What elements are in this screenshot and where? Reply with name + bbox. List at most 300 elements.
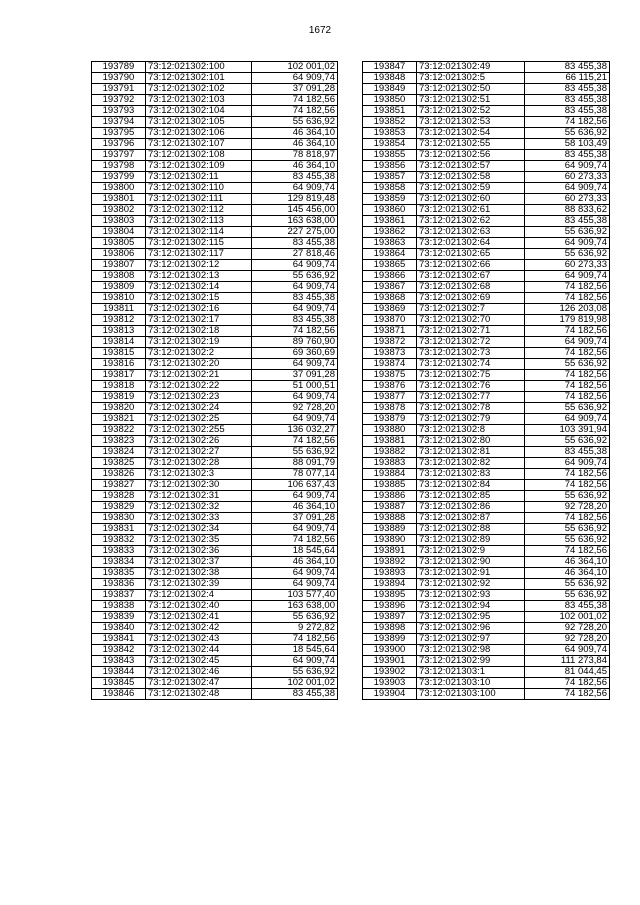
table-row <box>92 326 338 337</box>
row-number-cell: 193811 <box>92 304 146 315</box>
table-row <box>92 414 338 425</box>
table-right <box>362 61 610 700</box>
value-cell: 64 909,74 <box>525 238 610 249</box>
row-number-cell: 193817 <box>92 370 146 381</box>
cadastral-number-cell: 73:12:021302:73 <box>417 348 525 359</box>
table-row <box>92 436 338 447</box>
cadastral-number-cell: 73:12:021302:26 <box>146 436 252 447</box>
value-cell: 46 364,10 <box>252 502 338 513</box>
value-cell: 74 182,56 <box>252 106 338 117</box>
table-row <box>363 260 610 271</box>
table-row <box>92 458 338 469</box>
value-cell: 37 091,28 <box>252 84 338 95</box>
value-cell: 74 182,56 <box>525 381 610 392</box>
table-row <box>363 414 610 425</box>
value-cell: 18 545,64 <box>252 546 338 557</box>
cadastral-number-cell: 73:12:021302:62 <box>417 216 525 227</box>
table-row <box>92 172 338 183</box>
table-row <box>92 612 338 623</box>
cadastral-number-cell: 73:12:021302:46 <box>146 667 252 678</box>
row-number-cell: 193827 <box>92 480 146 491</box>
value-cell: 64 909,74 <box>525 645 610 656</box>
cadastral-number-cell: 73:12:021302:76 <box>417 381 525 392</box>
value-cell: 88 833,62 <box>525 205 610 216</box>
table-row <box>92 634 338 645</box>
row-number-cell: 193802 <box>92 205 146 216</box>
row-number-cell: 193849 <box>363 84 417 95</box>
cadastral-number-cell: 73:12:021302:42 <box>146 623 252 634</box>
row-number-cell: 193893 <box>363 568 417 579</box>
value-cell: 92 728,20 <box>252 403 338 414</box>
table-row <box>92 447 338 458</box>
cadastral-number-cell: 73:12:021302:87 <box>417 513 525 524</box>
cadastral-number-cell: 73:12:021302:36 <box>146 546 252 557</box>
value-cell: 74 182,56 <box>252 535 338 546</box>
value-cell: 60 273,33 <box>525 194 610 205</box>
cadastral-number-cell: 73:12:021302:114 <box>146 227 252 238</box>
value-cell: 60 273,33 <box>525 260 610 271</box>
cadastral-number-cell: 73:12:021302:57 <box>417 161 525 172</box>
value-cell: 55 636,92 <box>252 667 338 678</box>
cadastral-number-cell: 73:12:021302:32 <box>146 502 252 513</box>
table-row <box>92 139 338 150</box>
row-number-cell: 193791 <box>92 84 146 95</box>
table-row <box>92 249 338 260</box>
cadastral-number-cell: 73:12:021302:105 <box>146 117 252 128</box>
value-cell: 55 636,92 <box>252 447 338 458</box>
row-number-cell: 193895 <box>363 590 417 601</box>
row-number-cell: 193831 <box>92 524 146 535</box>
table-row <box>363 73 610 84</box>
row-number-cell: 193835 <box>92 568 146 579</box>
table-row <box>363 117 610 128</box>
value-cell: 83 455,38 <box>252 315 338 326</box>
row-number-cell: 193838 <box>92 601 146 612</box>
table-left <box>91 61 338 700</box>
row-number-cell: 193879 <box>363 414 417 425</box>
cadastral-number-cell: 73:12:021302:94 <box>417 601 525 612</box>
value-cell: 83 455,38 <box>252 172 338 183</box>
cadastral-number-cell: 73:12:021302:47 <box>146 678 252 689</box>
cadastral-number-cell: 73:12:021302:102 <box>146 84 252 95</box>
row-number-cell: 193816 <box>92 359 146 370</box>
table-row <box>363 381 610 392</box>
table-row <box>363 557 610 568</box>
row-number-cell: 193891 <box>363 546 417 557</box>
cadastral-number-cell: 73:12:021302:92 <box>417 579 525 590</box>
cadastral-number-cell: 73:12:021302:11 <box>146 172 252 183</box>
value-cell: 74 182,56 <box>525 678 610 689</box>
cadastral-number-cell: 73:12:021302:81 <box>417 447 525 458</box>
table-row <box>92 271 338 282</box>
table-row <box>92 205 338 216</box>
cadastral-number-cell: 73:12:021302:33 <box>146 513 252 524</box>
row-number-cell: 193814 <box>92 337 146 348</box>
cadastral-number-cell: 73:12:021302:39 <box>146 579 252 590</box>
row-number-cell: 193807 <box>92 260 146 271</box>
cadastral-number-cell: 73:12:021302:101 <box>146 73 252 84</box>
value-cell: 106 637,43 <box>252 480 338 491</box>
cadastral-number-cell: 73:12:021302:109 <box>146 161 252 172</box>
row-number-cell: 193824 <box>92 447 146 458</box>
value-cell: 89 760,90 <box>252 337 338 348</box>
cadastral-number-cell: 73:12:021302:80 <box>417 436 525 447</box>
cadastral-number-cell: 73:12:021302:74 <box>417 359 525 370</box>
value-cell: 83 455,38 <box>525 216 610 227</box>
table-row <box>363 502 610 513</box>
value-cell: 64 909,74 <box>252 656 338 667</box>
row-number-cell: 193794 <box>92 117 146 128</box>
value-cell: 74 182,56 <box>525 689 610 700</box>
cadastral-number-cell: 73:12:021302:83 <box>417 469 525 480</box>
row-number-cell: 193857 <box>363 172 417 183</box>
table-row <box>92 293 338 304</box>
row-number-cell: 193795 <box>92 128 146 139</box>
row-number-cell: 193808 <box>92 271 146 282</box>
value-cell: 37 091,28 <box>252 370 338 381</box>
value-cell: 69 360,69 <box>252 348 338 359</box>
value-cell: 102 001,02 <box>252 678 338 689</box>
row-number-cell: 193860 <box>363 205 417 216</box>
cadastral-number-cell: 73:12:021302:255 <box>146 425 252 436</box>
row-number-cell: 193819 <box>92 392 146 403</box>
row-number-cell: 193846 <box>92 689 146 700</box>
table-row <box>363 645 610 656</box>
row-number-cell: 193792 <box>92 95 146 106</box>
value-cell: 74 182,56 <box>252 436 338 447</box>
cadastral-number-cell: 73:12:021302:21 <box>146 370 252 381</box>
table-row <box>92 568 338 579</box>
row-number-cell: 193842 <box>92 645 146 656</box>
table-row <box>92 161 338 172</box>
cadastral-number-cell: 73:12:021302:99 <box>417 656 525 667</box>
table-row <box>363 95 610 106</box>
row-number-cell: 193820 <box>92 403 146 414</box>
table-row <box>363 304 610 315</box>
row-number-cell: 193884 <box>363 469 417 480</box>
value-cell: 46 364,10 <box>252 161 338 172</box>
row-number-cell: 193898 <box>363 623 417 634</box>
value-cell: 74 182,56 <box>525 513 610 524</box>
row-number-cell: 193876 <box>363 381 417 392</box>
row-number-cell: 193896 <box>363 601 417 612</box>
row-number-cell: 193830 <box>92 513 146 524</box>
value-cell: 55 636,92 <box>525 535 610 546</box>
cadastral-number-cell: 73:12:021303:10 <box>417 678 525 689</box>
cadastral-number-cell: 73:12:021302:69 <box>417 293 525 304</box>
cadastral-number-cell: 73:12:021302:104 <box>146 106 252 117</box>
cadastral-number-cell: 73:12:021302:56 <box>417 150 525 161</box>
table-row <box>92 183 338 194</box>
cadastral-number-cell: 73:12:021302:84 <box>417 480 525 491</box>
table-row <box>363 62 610 73</box>
row-number-cell: 193874 <box>363 359 417 370</box>
table-row <box>363 634 610 645</box>
value-cell: 102 001,02 <box>252 62 338 73</box>
cadastral-number-cell: 73:12:021302:22 <box>146 381 252 392</box>
cadastral-number-cell: 73:12:021302:13 <box>146 271 252 282</box>
row-number-cell: 193883 <box>363 458 417 469</box>
value-cell: 227 275,00 <box>252 227 338 238</box>
row-number-cell: 193867 <box>363 282 417 293</box>
table-row <box>363 293 610 304</box>
row-number-cell: 193904 <box>363 689 417 700</box>
value-cell: 92 728,20 <box>525 634 610 645</box>
cadastral-number-cell: 73:12:021302:93 <box>417 590 525 601</box>
table-row <box>363 425 610 436</box>
cadastral-number-cell: 73:12:021303:1 <box>417 667 525 678</box>
row-number-cell: 193889 <box>363 524 417 535</box>
table-row <box>363 249 610 260</box>
row-number-cell: 193866 <box>363 271 417 282</box>
cadastral-number-cell: 73:12:021302:12 <box>146 260 252 271</box>
table-row <box>92 546 338 557</box>
row-number-cell: 193844 <box>92 667 146 678</box>
table-row <box>92 73 338 84</box>
cadastral-number-cell: 73:12:021302:95 <box>417 612 525 623</box>
row-number-cell: 193900 <box>363 645 417 656</box>
cadastral-number-cell: 73:12:021302:82 <box>417 458 525 469</box>
cadastral-number-cell: 73:12:021302:64 <box>417 238 525 249</box>
cadastral-number-cell: 73:12:021302:40 <box>146 601 252 612</box>
cadastral-number-cell: 73:12:021302:31 <box>146 491 252 502</box>
cadastral-number-cell: 73:12:021302:17 <box>146 315 252 326</box>
table-row <box>363 436 610 447</box>
table-row <box>92 645 338 656</box>
cadastral-number-cell: 73:12:021302:79 <box>417 414 525 425</box>
row-number-cell: 193863 <box>363 238 417 249</box>
row-number-cell: 193796 <box>92 139 146 150</box>
table-row <box>92 282 338 293</box>
table-row <box>92 128 338 139</box>
value-cell: 55 636,92 <box>525 579 610 590</box>
row-number-cell: 193847 <box>363 62 417 73</box>
row-number-cell: 193800 <box>92 183 146 194</box>
table-row <box>92 117 338 128</box>
value-cell: 74 182,56 <box>525 370 610 381</box>
cadastral-number-cell: 73:12:021302:41 <box>146 612 252 623</box>
value-cell: 46 364,10 <box>525 557 610 568</box>
value-cell: 74 182,56 <box>252 95 338 106</box>
value-cell: 179 819,98 <box>525 315 610 326</box>
table-row <box>363 590 610 601</box>
value-cell: 64 909,74 <box>252 524 338 535</box>
cadastral-number-cell: 73:12:021302:107 <box>146 139 252 150</box>
row-number-cell: 193841 <box>92 634 146 645</box>
table-row <box>363 656 610 667</box>
table-row <box>363 161 610 172</box>
value-cell: 64 909,74 <box>525 337 610 348</box>
cadastral-number-cell: 73:12:021302:45 <box>146 656 252 667</box>
table-row <box>92 62 338 73</box>
value-cell: 78 818,97 <box>252 150 338 161</box>
table-row <box>363 370 610 381</box>
row-number-cell: 193888 <box>363 513 417 524</box>
cadastral-number-cell: 73:12:021302:89 <box>417 535 525 546</box>
cadastral-number-cell: 73:12:021302:61 <box>417 205 525 216</box>
row-number-cell: 193834 <box>92 557 146 568</box>
cadastral-number-cell: 73:12:021302:91 <box>417 568 525 579</box>
table-row <box>92 84 338 95</box>
table-row <box>92 502 338 513</box>
row-number-cell: 193875 <box>363 370 417 381</box>
table-row <box>363 205 610 216</box>
cadastral-number-cell: 73:12:021302:115 <box>146 238 252 249</box>
cadastral-number-cell: 73:12:021302:49 <box>417 62 525 73</box>
cadastral-number-cell: 73:12:021302:68 <box>417 282 525 293</box>
cadastral-number-cell: 73:12:021302:100 <box>146 62 252 73</box>
table-row <box>363 84 610 95</box>
table-row <box>363 392 610 403</box>
table-row <box>363 546 610 557</box>
row-number-cell: 193803 <box>92 216 146 227</box>
cadastral-number-cell: 73:12:021302:37 <box>146 557 252 568</box>
row-number-cell: 193806 <box>92 249 146 260</box>
row-number-cell: 193897 <box>363 612 417 623</box>
table-row <box>92 150 338 161</box>
row-number-cell: 193894 <box>363 579 417 590</box>
cadastral-number-cell: 73:12:021302:65 <box>417 249 525 260</box>
cadastral-number-cell: 73:12:021302:113 <box>146 216 252 227</box>
row-number-cell: 193801 <box>92 194 146 205</box>
row-number-cell: 193858 <box>363 183 417 194</box>
value-cell: 129 819,48 <box>252 194 338 205</box>
value-cell: 136 032,27 <box>252 425 338 436</box>
row-number-cell: 193823 <box>92 436 146 447</box>
table-row <box>92 623 338 634</box>
row-number-cell: 193851 <box>363 106 417 117</box>
row-number-cell: 193859 <box>363 194 417 205</box>
table-row <box>92 590 338 601</box>
cadastral-number-cell: 73:12:021303:100 <box>417 689 525 700</box>
cadastral-number-cell: 73:12:021302:55 <box>417 139 525 150</box>
cadastral-number-cell: 73:12:021302:43 <box>146 634 252 645</box>
value-cell: 83 455,38 <box>525 95 610 106</box>
value-cell: 46 364,10 <box>252 128 338 139</box>
cadastral-number-cell: 73:12:021302:24 <box>146 403 252 414</box>
row-number-cell: 193865 <box>363 260 417 271</box>
cadastral-number-cell: 73:12:021302:2 <box>146 348 252 359</box>
row-number-cell: 193797 <box>92 150 146 161</box>
table-row <box>92 524 338 535</box>
row-number-cell: 193789 <box>92 62 146 73</box>
value-cell: 83 455,38 <box>525 447 610 458</box>
value-cell: 55 636,92 <box>525 249 610 260</box>
table-row <box>92 370 338 381</box>
row-number-cell: 193878 <box>363 403 417 414</box>
value-cell: 58 103,49 <box>525 139 610 150</box>
value-cell: 64 909,74 <box>252 579 338 590</box>
value-cell: 102 001,02 <box>525 612 610 623</box>
table-row <box>363 612 610 623</box>
cadastral-number-cell: 73:12:021302:53 <box>417 117 525 128</box>
value-cell: 74 182,56 <box>525 293 610 304</box>
value-cell: 64 909,74 <box>252 304 338 315</box>
value-cell: 83 455,38 <box>525 106 610 117</box>
row-number-cell: 193855 <box>363 150 417 161</box>
table-row <box>92 381 338 392</box>
value-cell: 83 455,38 <box>525 62 610 73</box>
value-cell: 126 203,08 <box>525 304 610 315</box>
row-number-cell: 193825 <box>92 458 146 469</box>
table-row <box>92 678 338 689</box>
cadastral-number-cell: 73:12:021302:97 <box>417 634 525 645</box>
row-number-cell: 193873 <box>363 348 417 359</box>
table-row <box>363 491 610 502</box>
row-number-cell: 193892 <box>363 557 417 568</box>
table-row <box>363 601 610 612</box>
table-row <box>363 183 610 194</box>
cadastral-number-cell: 73:12:021302:4 <box>146 590 252 601</box>
value-cell: 74 182,56 <box>525 392 610 403</box>
cadastral-number-cell: 73:12:021302:23 <box>146 392 252 403</box>
table-row <box>92 513 338 524</box>
table-row <box>92 227 338 238</box>
cadastral-number-cell: 73:12:021302:72 <box>417 337 525 348</box>
value-cell: 83 455,38 <box>525 150 610 161</box>
value-cell: 55 636,92 <box>252 612 338 623</box>
row-number-cell: 193822 <box>92 425 146 436</box>
table-row <box>363 359 610 370</box>
cadastral-number-cell: 73:12:021302:78 <box>417 403 525 414</box>
row-number-cell: 193881 <box>363 436 417 447</box>
table-right-body <box>363 62 610 700</box>
value-cell: 55 636,92 <box>525 524 610 535</box>
row-number-cell: 193850 <box>363 95 417 106</box>
value-cell: 74 182,56 <box>525 326 610 337</box>
row-number-cell: 193877 <box>363 392 417 403</box>
table-row <box>92 359 338 370</box>
cadastral-number-cell: 73:12:021302:34 <box>146 524 252 535</box>
table-row <box>363 128 610 139</box>
value-cell: 92 728,20 <box>525 623 610 634</box>
cadastral-number-cell: 73:12:021302:108 <box>146 150 252 161</box>
cadastral-number-cell: 73:12:021302:106 <box>146 128 252 139</box>
cadastral-number-cell: 73:12:021302:98 <box>417 645 525 656</box>
value-cell: 145 456,00 <box>252 205 338 216</box>
row-number-cell: 193813 <box>92 326 146 337</box>
value-cell: 55 636,92 <box>525 359 610 370</box>
cadastral-number-cell: 73:12:021302:14 <box>146 282 252 293</box>
cadastral-number-cell: 73:12:021302:112 <box>146 205 252 216</box>
value-cell: 64 909,74 <box>525 414 610 425</box>
row-number-cell: 193848 <box>363 73 417 84</box>
cadastral-number-cell: 73:12:021302:3 <box>146 469 252 480</box>
table-row <box>363 469 610 480</box>
cadastral-number-cell: 73:12:021302:44 <box>146 645 252 656</box>
table-row <box>363 194 610 205</box>
table-row <box>363 106 610 117</box>
table-row <box>363 458 610 469</box>
cadastral-number-cell: 73:12:021302:50 <box>417 84 525 95</box>
cadastral-number-cell: 73:12:021302:30 <box>146 480 252 491</box>
row-number-cell: 193862 <box>363 227 417 238</box>
cadastral-number-cell: 73:12:021302:86 <box>417 502 525 513</box>
table-row <box>363 348 610 359</box>
cadastral-number-cell: 73:12:021302:60 <box>417 194 525 205</box>
value-cell: 74 182,56 <box>525 546 610 557</box>
cadastral-number-cell: 73:12:021302:18 <box>146 326 252 337</box>
row-number-cell: 193887 <box>363 502 417 513</box>
table-row <box>92 491 338 502</box>
table-row <box>92 106 338 117</box>
value-cell: 64 909,74 <box>252 359 338 370</box>
table-row <box>363 172 610 183</box>
row-number-cell: 193901 <box>363 656 417 667</box>
row-number-cell: 193885 <box>363 480 417 491</box>
row-number-cell: 193836 <box>92 579 146 590</box>
value-cell: 92 728,20 <box>525 502 610 513</box>
